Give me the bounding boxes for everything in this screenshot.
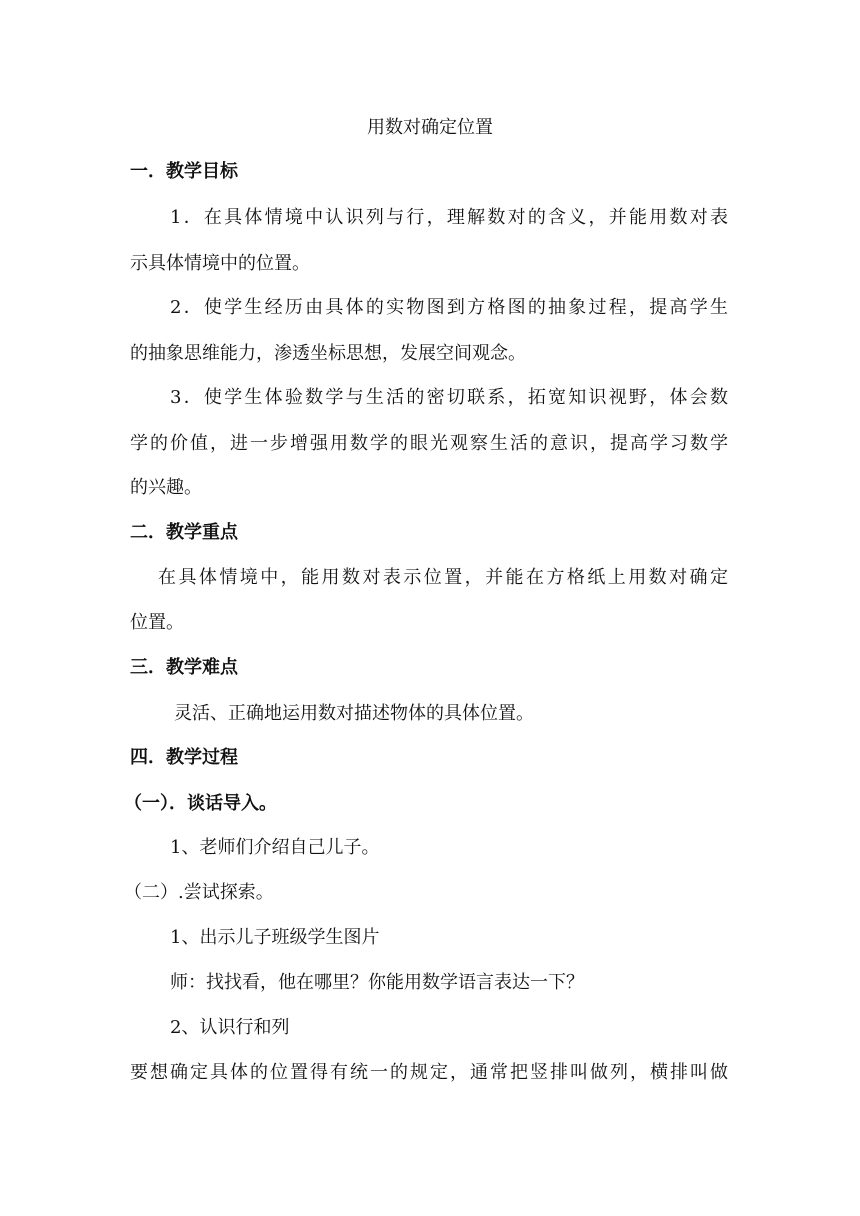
section-heading-key-points: 二．教学重点	[130, 522, 238, 543]
process-subheading-explore: （二）.尝试探索。	[124, 882, 274, 903]
process-explore-line-1: 1、出示儿子班级学生图片	[170, 927, 380, 948]
objective-3-line-2: 学的价值，进一步增强用数学的眼光观察生活的意识，提高学习数学	[130, 433, 728, 454]
document-title: 用数对确定位置	[367, 117, 493, 138]
section-heading-process: 四．教学过程	[130, 747, 238, 768]
key-points-line-2: 位置。	[130, 612, 184, 633]
difficulties-line-1: 灵活、正确地运用数对描述物体的具体位置。	[174, 703, 534, 724]
section-heading-objectives: 一．教学目标	[130, 161, 238, 182]
objective-3-line-3: 的兴趣。	[130, 477, 202, 498]
objective-1-line-2: 示具体情境中的位置。	[130, 253, 310, 274]
key-points-line-1: 在具体情境中，能用数对表示位置，并能在方格纸上用数对确定	[158, 567, 728, 588]
process-explore-line-4: 要想确定具体的位置得有统一的规定，通常把竖排叫做列，横排叫做	[130, 1062, 728, 1083]
process-intro-line-1: 1、老师们介绍自己儿子。	[170, 837, 380, 858]
process-explore-line-3: 2、认识行和列	[170, 1017, 290, 1038]
objective-3-line-1: 3．使学生体验数学与生活的密切联系，拓宽知识视野，体会数	[170, 387, 728, 408]
process-explore-line-2: 师：找找看，他在哪里？你能用数学语言表达一下？	[170, 972, 584, 993]
objective-1-line-1: 1．在具体情境中认识列与行，理解数对的含义，并能用数对表	[170, 207, 728, 228]
objective-2-line-2: 的抽象思维能力，渗透坐标思想，发展空间观念。	[130, 343, 526, 364]
section-heading-difficulties: 三．教学难点	[130, 657, 238, 678]
objective-2-line-1: 2．使学生经历由具体的实物图到方格图的抽象过程，提高学生	[170, 297, 728, 318]
process-subheading-intro: （一）．谈话导入。	[124, 793, 277, 814]
